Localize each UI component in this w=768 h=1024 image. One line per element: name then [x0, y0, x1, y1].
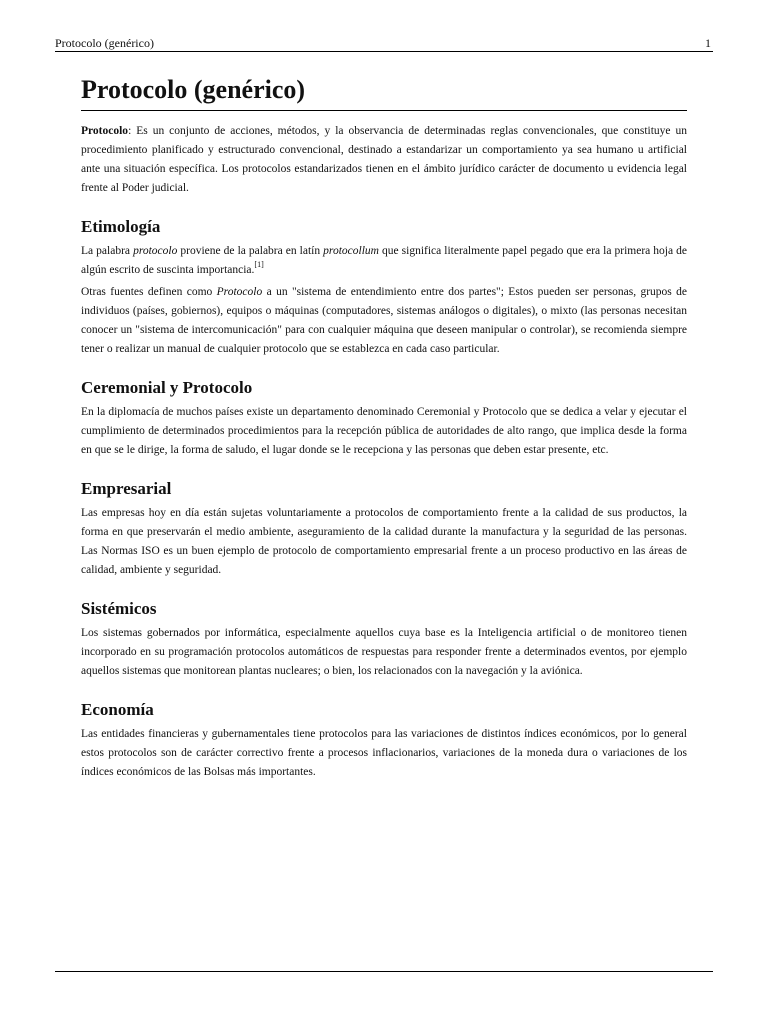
- text-run: Otras fuentes definen como: [81, 286, 217, 298]
- article-title: Protocolo (genérico): [81, 74, 687, 111]
- article-body: [81, 74, 687, 782]
- running-title: Protocolo (genérico): [55, 36, 154, 50]
- section-heading: Etimología: [81, 217, 161, 236]
- paragraph: Las entidades financieras y gubernamentales tiene protocolos para las variaciones de distintos índices económicos, por lo general estos protocolos son de carácter correctivo frente a procesos inflacionarios, variaciones de la moneda dura o variaciones de los índices económicos de las Bolsas más importantes.: [81, 728, 687, 778]
- section-heading: Empresarial: [81, 479, 172, 498]
- section-etimologia: [81, 216, 687, 359]
- section-heading: Economía: [81, 700, 154, 719]
- running-header: [55, 36, 713, 52]
- reference-link[interactable]: [1]: [254, 260, 264, 269]
- paragraph: Las empresas hoy en día están sujetas voluntariamente a protocolos de comportamiento frente a la calidad de sus productos, la forma en que preservarán el medio ambiente, aseguramiento de la calidad durante la manufactura y la seguridad de las personas. Las Normas ISO es un buen ejemplo de protocolo de comportamiento empresarial frente a un proceso productivo en las áreas de calidad, ambiente y seguridad.: [81, 507, 687, 576]
- page-number: 1: [705, 36, 711, 50]
- italic-term: Protocolo: [216, 286, 263, 298]
- paragraph: [81, 283, 687, 359]
- text-run: que significa literalmente papel pegado que era la primera hoja de algún escrito de suscinta importancia.: [81, 245, 688, 276]
- lead-term: Protocolo: [81, 125, 129, 137]
- paragraph: En la diplomacía de muchos países existe un departamento denominado Ceremonial y Protocolo que se dedica a velar y ejecutar el cumplimiento de determinados procedimientos para la recepción pública de autoridades de alto rango, que implica desde la forma en que se le dirige, la forma de saludo, el lugar donde se le recepciona y las personas que deben estar presente, etc.: [81, 406, 687, 456]
- italic-term: protocolo: [133, 245, 178, 257]
- lead-paragraph: [81, 122, 687, 198]
- footer-rule: [55, 971, 713, 972]
- section-economia: [81, 699, 687, 782]
- lead-text: : Es un conjunto de acciones, métodos, y la observancia de determinadas reglas convencionales, que constituye un procedimiento planificado y estructurado convencional, destinado a estandarizar un comportamiento ya sea humano u artificial ante una situación específica. Los protocolos estandarizados tienen en el ámbito jurídico carácter de documento u evidencia legal frente al Poder judicial.: [81, 125, 687, 194]
- section-empresarial: [81, 478, 687, 580]
- text-run: La palabra: [81, 245, 134, 257]
- text-run: proviene de la palabra en latín: [177, 245, 324, 257]
- section-heading: Sistémicos: [81, 599, 157, 618]
- section-sistemicos: [81, 598, 687, 681]
- paragraph: Los sistemas gobernados por informática, especialmente aquellos cuya base es la Inteligencia artificial o de monitoreo tienen incorporado en su programación protocolos automáticos de respuestas para responder frente a determinados eventos, por ejemplo aquellos sistemas que monitorean plantas nucleares; o bien, los relacionados con la navegación y la aviónica.: [81, 627, 687, 677]
- text-run: a un "sistema de entendimiento entre dos partes"; Estos pueden ser personas, grupos de individuos (países, gobiernos), equipos o máquinas (computadores, sistemas análogos o digitales), o mixto (las personas necesitan conocer un "sistema de intercomunicación" para con cualquier máquina que deseen manipular o controlar), se recomienda siempre tener o realizar un manual de cualquier protocolo que se establezca en cada caso particular.: [81, 286, 687, 355]
- section-ceremonial: [81, 377, 687, 460]
- italic-term: protocollum: [323, 245, 379, 257]
- section-heading: Ceremonial y Protocolo: [81, 378, 253, 397]
- paragraph: [81, 242, 687, 280]
